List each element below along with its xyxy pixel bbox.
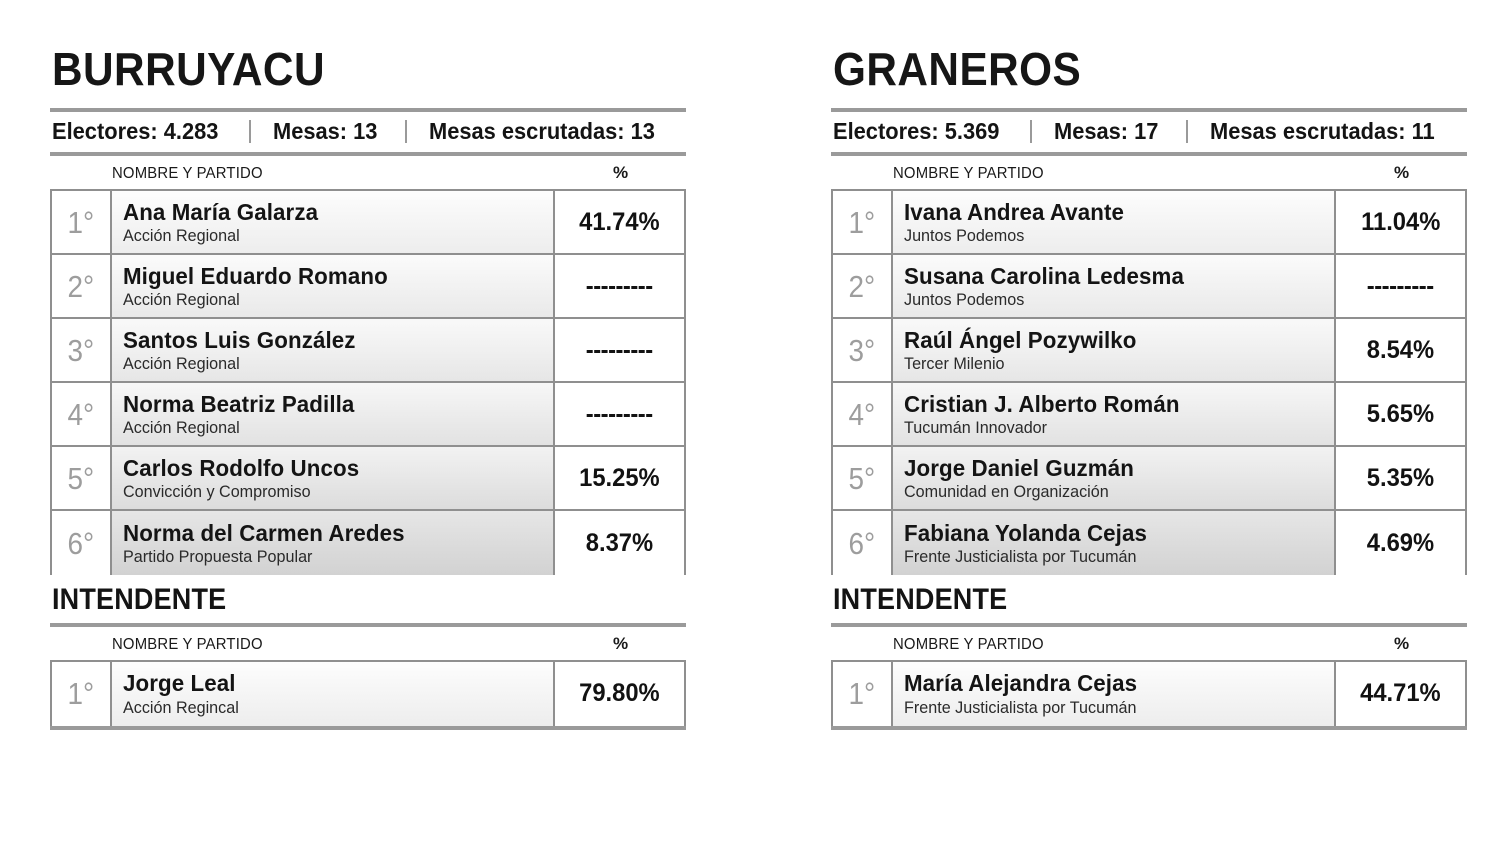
- percent-value: 5.35%: [1366, 463, 1435, 492]
- name-party-header: NOMBRE Y PARTIDO: [893, 165, 1044, 182]
- candidate-party: Acción Regincal: [123, 697, 239, 717]
- candidate-name: Susana Carolina Ledesma: [904, 262, 1184, 289]
- percent-value: ---------: [1367, 271, 1434, 300]
- intendente-rule-bottom: [50, 726, 686, 730]
- candidate-party: Tucumán Innovador: [904, 418, 1048, 438]
- rank-value: 6°: [67, 525, 95, 561]
- mesas-count: Mesas: 17: [1054, 118, 1159, 144]
- section-title-intendente: INTENDENTE: [833, 583, 1008, 616]
- candidate-cell: [893, 319, 1336, 381]
- rank-cell: [52, 191, 112, 253]
- candidate-cell: [112, 662, 555, 726]
- table-row: [52, 662, 684, 726]
- table-row: [833, 255, 1465, 319]
- percent-cell: [555, 383, 684, 445]
- rank-value: 3°: [67, 332, 95, 368]
- percent-value: 44.71%: [1360, 679, 1441, 707]
- candidate-name: Carlos Rodolfo Uncos: [123, 454, 360, 481]
- table-row: [52, 255, 684, 319]
- table-row: [833, 662, 1465, 726]
- table-row: [52, 191, 684, 255]
- candidate-name: Ana María Galarza: [123, 198, 319, 225]
- percent-cell: [1336, 255, 1465, 317]
- percent-cell: [1336, 383, 1465, 445]
- rank-value: 2°: [67, 268, 95, 304]
- candidate-name: Norma del Carmen Aredes: [123, 519, 405, 546]
- percent-header: %: [612, 633, 629, 653]
- candidate-cell: [112, 511, 555, 575]
- rank-cell: [833, 255, 893, 317]
- intendente-rule-bottom: [831, 726, 1467, 730]
- rank-cell: [52, 383, 112, 445]
- candidate-name: Jorge Leal: [123, 670, 236, 697]
- table-row: [833, 319, 1465, 383]
- rank-value: 5°: [848, 460, 876, 496]
- candidate-party: Juntos Podemos: [904, 226, 1025, 246]
- percent-cell: [555, 511, 684, 575]
- candidate-cell: [893, 447, 1336, 509]
- rank-value: 6°: [848, 525, 876, 561]
- percent-header: %: [612, 163, 629, 182]
- percent-cell: [555, 319, 684, 381]
- rank-value: 1°: [67, 204, 95, 240]
- percent-cell: [1336, 511, 1465, 575]
- candidate-party: Partido Propuesta Popular: [123, 547, 313, 567]
- rank-value: 1°: [848, 204, 876, 240]
- percent-cell: [555, 662, 684, 726]
- percent-value: 8.37%: [585, 528, 654, 557]
- rank-cell: [833, 383, 893, 445]
- percent-value: 11.04%: [1360, 207, 1441, 236]
- candidate-cell: [893, 255, 1336, 317]
- candidate-cell: [112, 191, 555, 253]
- percent-value: 5.65%: [1366, 399, 1435, 428]
- percent-header: %: [1393, 163, 1410, 182]
- candidate-party: Comunidad en Organización: [904, 482, 1109, 502]
- intendente-column-headers: [50, 627, 686, 660]
- stats-divider: [405, 120, 407, 143]
- electores-count: Electores: 4.283: [52, 118, 219, 144]
- percent-value: 15.25%: [579, 463, 660, 492]
- rank-value: 3°: [848, 332, 876, 368]
- percent-cell: [555, 191, 684, 253]
- candidate-name: Santos Luis González: [123, 326, 356, 353]
- table-row: [833, 447, 1465, 511]
- intendente-column-headers: [831, 627, 1467, 660]
- percent-value: ---------: [586, 335, 653, 364]
- rank-cell: [833, 447, 893, 509]
- candidate-party: Tercer Milenio: [904, 354, 1005, 374]
- candidate-name: Ivana Andrea Avante: [904, 198, 1125, 225]
- rank-value: 5°: [67, 460, 95, 496]
- rank-cell: [52, 511, 112, 575]
- candidate-party: Convicción y Compromiso: [123, 482, 311, 502]
- municipality-column-burruyacu: [50, 43, 686, 860]
- stats-divider: [249, 120, 251, 143]
- percent-cell: [1336, 447, 1465, 509]
- mesas-count: Mesas: 13: [273, 118, 378, 144]
- candidate-cell: [893, 662, 1336, 726]
- concejales-table: [50, 189, 686, 575]
- percent-value: 4.69%: [1366, 528, 1435, 557]
- rank-value: 1°: [67, 676, 95, 711]
- candidate-party: Acción Regional: [123, 226, 240, 246]
- percent-cell: [1336, 191, 1465, 253]
- rank-cell: [52, 255, 112, 317]
- table-row: [833, 383, 1465, 447]
- candidate-name: Miguel Eduardo Romano: [123, 262, 388, 289]
- candidate-cell: [893, 191, 1336, 253]
- rank-cell: [833, 319, 893, 381]
- rank-cell: [833, 511, 893, 575]
- concejales-column-headers: [50, 156, 686, 189]
- percent-cell: [555, 255, 684, 317]
- rank-cell: [52, 319, 112, 381]
- name-party-header: NOMBRE Y PARTIDO: [112, 635, 263, 653]
- candidate-name: María Alejandra Cejas: [904, 670, 1138, 697]
- candidate-party: Juntos Podemos: [904, 290, 1025, 310]
- municipality-stats: [50, 112, 686, 152]
- rank-cell: [52, 447, 112, 509]
- candidate-name: Jorge Daniel Guzmán: [904, 454, 1134, 481]
- rank-cell: [52, 662, 112, 726]
- candidate-party: Frente Justicialista por Tucumán: [904, 697, 1137, 717]
- section-title-intendente: INTENDENTE: [52, 583, 227, 616]
- rank-value: 1°: [848, 676, 876, 711]
- table-row: [52, 383, 684, 447]
- percent-cell: [1336, 319, 1465, 381]
- candidate-cell: [893, 383, 1336, 445]
- candidate-name: Norma Beatriz Padilla: [123, 390, 355, 417]
- percent-cell: [1336, 662, 1465, 726]
- municipality-title: BURRUYACU: [52, 43, 325, 95]
- table-row: [52, 319, 684, 383]
- percent-cell: [555, 447, 684, 509]
- electores-count: Electores: 5.369: [833, 118, 1000, 144]
- percent-value: ---------: [586, 399, 653, 428]
- candidate-cell: [112, 319, 555, 381]
- table-row: [52, 511, 684, 575]
- stats-divider: [1186, 120, 1188, 143]
- mesas-escrutadas-count: Mesas escrutadas: 13: [429, 118, 656, 144]
- rank-value: 4°: [67, 396, 95, 432]
- candidate-name: Cristian J. Alberto Román: [904, 390, 1180, 417]
- intendente-table: [50, 660, 686, 726]
- candidate-party: Frente Justicialista por Tucumán: [904, 547, 1137, 567]
- percent-value: 8.54%: [1366, 335, 1435, 364]
- rank-cell: [833, 191, 893, 253]
- name-party-header: NOMBRE Y PARTIDO: [112, 165, 263, 182]
- candidate-party: Acción Regional: [123, 354, 240, 374]
- percent-value: 41.74%: [579, 207, 660, 236]
- candidate-party: Acción Regional: [123, 418, 240, 438]
- rank-value: 2°: [848, 268, 876, 304]
- candidate-cell: [112, 255, 555, 317]
- candidate-cell: [112, 447, 555, 509]
- candidate-name: Raúl Ángel Pozywilko: [904, 326, 1137, 353]
- candidate-cell: [893, 511, 1336, 575]
- municipality-title: GRANEROS: [833, 43, 1082, 95]
- percent-value: 79.80%: [579, 679, 660, 707]
- percent-header: %: [1393, 633, 1410, 653]
- name-party-header: NOMBRE Y PARTIDO: [893, 635, 1044, 653]
- rank-value: 4°: [848, 396, 876, 432]
- table-row: [833, 191, 1465, 255]
- rank-cell: [833, 662, 893, 726]
- candidate-cell: [112, 383, 555, 445]
- municipality-column-graneros: [831, 43, 1467, 860]
- concejales-column-headers: [831, 156, 1467, 189]
- table-row: [52, 447, 684, 511]
- percent-value: ---------: [586, 271, 653, 300]
- municipality-stats: [831, 112, 1467, 152]
- intendente-table: [831, 660, 1467, 726]
- table-row: [833, 511, 1465, 575]
- candidate-party: Acción Regional: [123, 290, 240, 310]
- concejales-table: [831, 189, 1467, 575]
- mesas-escrutadas-count: Mesas escrutadas: 11: [1210, 118, 1435, 144]
- candidate-name: Fabiana Yolanda Cejas: [904, 519, 1148, 546]
- stats-divider: [1030, 120, 1032, 143]
